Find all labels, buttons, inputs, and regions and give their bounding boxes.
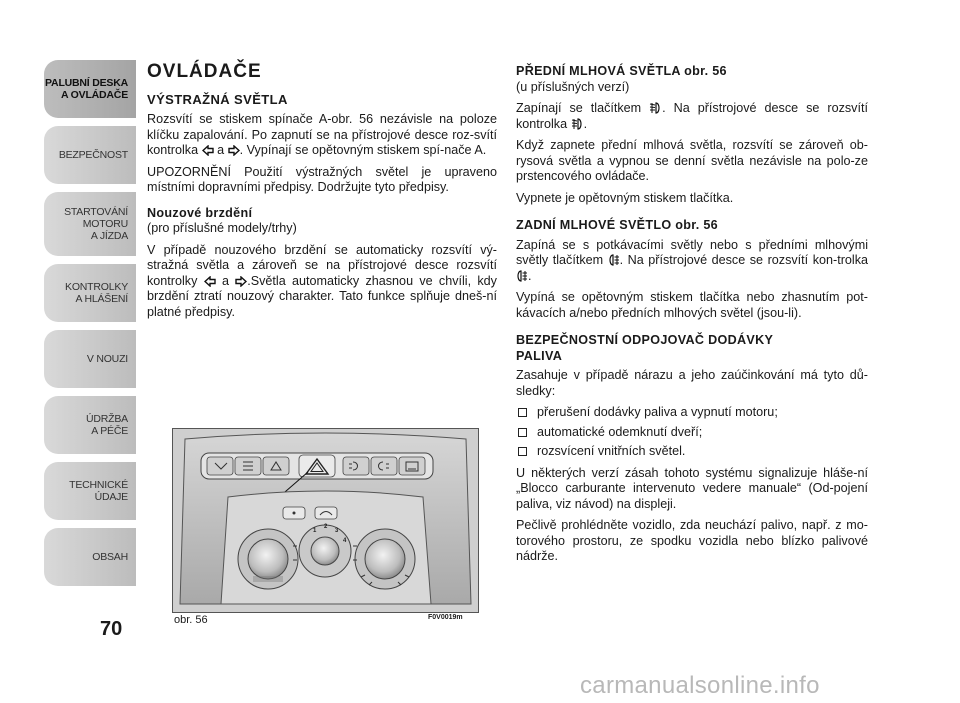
front-fog-paragraph-1: Zapínají se tlačítkem . Na přístrojové desce se rozsvítí kontrolka . [516, 101, 868, 131]
hazard-paragraph-1: Rozsvítí se stiskem spínače A-obr. 56 nezávisle na poloze klíčku zapalování. Po zapnutí se na přístrojové desce roz-svítí kontrolka a . Vypínají se opětovným stiskem spí-nače A. [147, 112, 497, 157]
emergency-brake-paragraph: V případě nouzového brzdění se automaticky rozsvítí vý-stražná světla a zároveň se na přístrojové desce rozsvítí kontrolky a .Světla automaticky zhasnou ve chvíli, kdy brzdění ztratí nouzový charakter. Tato funkce splňuje dneš-ní platné předpisy. [147, 242, 497, 319]
tab-kontrolky[interactable]: KONTROLKY A HLÁŠENÍ [44, 264, 136, 322]
figure-caption: obr. 56 [174, 614, 208, 626]
turn-signal-right-icon [235, 276, 247, 287]
figure-code: F0V0019m [428, 614, 463, 621]
climate-knob-left [238, 529, 298, 589]
hazard-heading: VÝSTRAŽNÁ SVĚTLA [147, 91, 288, 107]
page-title: OVLÁDAČE [147, 61, 262, 82]
tab-udrzba[interactable]: ÚDRŽBA A PÉČE [44, 396, 136, 454]
front-fog-sub: (u příslušných verzí) [516, 79, 630, 94]
climate-knob-right [355, 529, 415, 589]
list-item: přerušení dodávky paliva a vypnutí motoru; [516, 405, 868, 421]
tab-obsah[interactable]: OBSAH [44, 528, 136, 586]
turn-signal-left-icon [202, 145, 214, 156]
dashboard-controls-illustration [173, 429, 478, 612]
watermark: carmanualsonline.info [580, 672, 820, 699]
list-item: automatické odemknutí dveří; [516, 425, 868, 441]
tab-technicke-udaje[interactable]: TECHNICKÉ ÚDAJE [44, 462, 136, 520]
checkbox-bullet-icon [518, 428, 527, 437]
fuel-cutoff-paragraph-2: U některých verzí zásah tohoto systému signalizuje hláše-ní „Blocco carburante intervenuto vedere manuale“ (Od-pojení paliva, viz návod) na displeji. [516, 465, 868, 511]
fuel-cutoff-list [516, 405, 868, 460]
figure-56 [172, 428, 479, 613]
turn-signal-left-icon [204, 276, 216, 287]
emergency-brake-heading: Nouzové brzdění [147, 205, 253, 220]
tab-v-nouzi[interactable]: V NOUZI [44, 330, 136, 388]
fuel-cutoff-paragraph-3: Pečlivě prohlédněte vozidlo, zda neuchází palivo, např. z mo-torového prostoru, ze spodku vozidla nebo blízko palivové nádrže. [516, 518, 868, 563]
dial-number: 4 [343, 538, 347, 544]
hazard-paragraph-2: UPOZORNĚNÍ Použití výstražných světel je upraveno místními dopravními předpisy. Dodržujte tyto předpisy. [147, 164, 497, 194]
front-fog-paragraph-2: Když zapnete přední mlhová světla, rozsvítí se zároveň ob-rysová světla a vypnou se denní světla nezávisle na polo-ze prstencového ovládače. [516, 138, 868, 183]
dial-number: 2 [324, 524, 328, 530]
page-number: 70 [100, 618, 123, 640]
front-fog-paragraph-3: Vypnete je opětovným stiskem tlačítka. [516, 190, 734, 205]
turn-signal-right-icon [228, 145, 240, 156]
front-fog-lamp-icon [649, 102, 662, 114]
tab-bezpecnost[interactable]: BEZPEČNOST [44, 126, 136, 184]
front-fog-lamp-icon [571, 118, 584, 130]
rear-fog-paragraph-1: Zapíná se s potkávacími světly nebo s předními mlhovými světly tlačítkem . Na přístrojové desce se rozsvítí kon-trolka . [516, 237, 868, 283]
tab-palubni-deska[interactable]: PALUBNÍ DESKA A OVLÁDAČE [44, 60, 136, 118]
list-item: rozsvícení vnitřních světel. [516, 444, 868, 460]
rear-fog-paragraph-2: Vypíná se opětovným stiskem tlačítka nebo zhasnutím pot-kávacích a/nebo předních mlhových světel (jsou-li). [516, 290, 868, 320]
emergency-brake-sub: (pro příslušné modely/trhy) [147, 221, 297, 235]
front-fog-heading: PŘEDNÍ MLHOVÁ SVĚTLA obr. 56 [516, 64, 727, 78]
rear-fog-lamp-icon [516, 270, 528, 282]
climate-knob-center [299, 525, 351, 577]
tab-startovani[interactable]: STARTOVÁNÍ MOTORU A JÍZDA [44, 192, 136, 256]
right-column [516, 64, 868, 571]
rear-fog-lamp-icon [608, 254, 620, 266]
dial-number: 3 [335, 528, 339, 534]
chapter-tabs [44, 60, 136, 594]
fuel-cutoff-heading: BEZPEČNOSTNÍ ODPOJOVAČ DODÁVKY PALIVA [516, 333, 773, 363]
left-column [147, 61, 497, 326]
checkbox-bullet-icon [518, 408, 527, 417]
checkbox-bullet-icon [518, 447, 527, 456]
dial-number: 1 [313, 528, 317, 534]
fuel-cutoff-paragraph-1: Zasahuje v případě nárazu a jeho zaúčinkování má tyto dů-sledky: [516, 368, 868, 398]
rear-fog-heading: ZADNÍ MLHOVÉ SVĚTLO obr. 56 [516, 218, 718, 232]
